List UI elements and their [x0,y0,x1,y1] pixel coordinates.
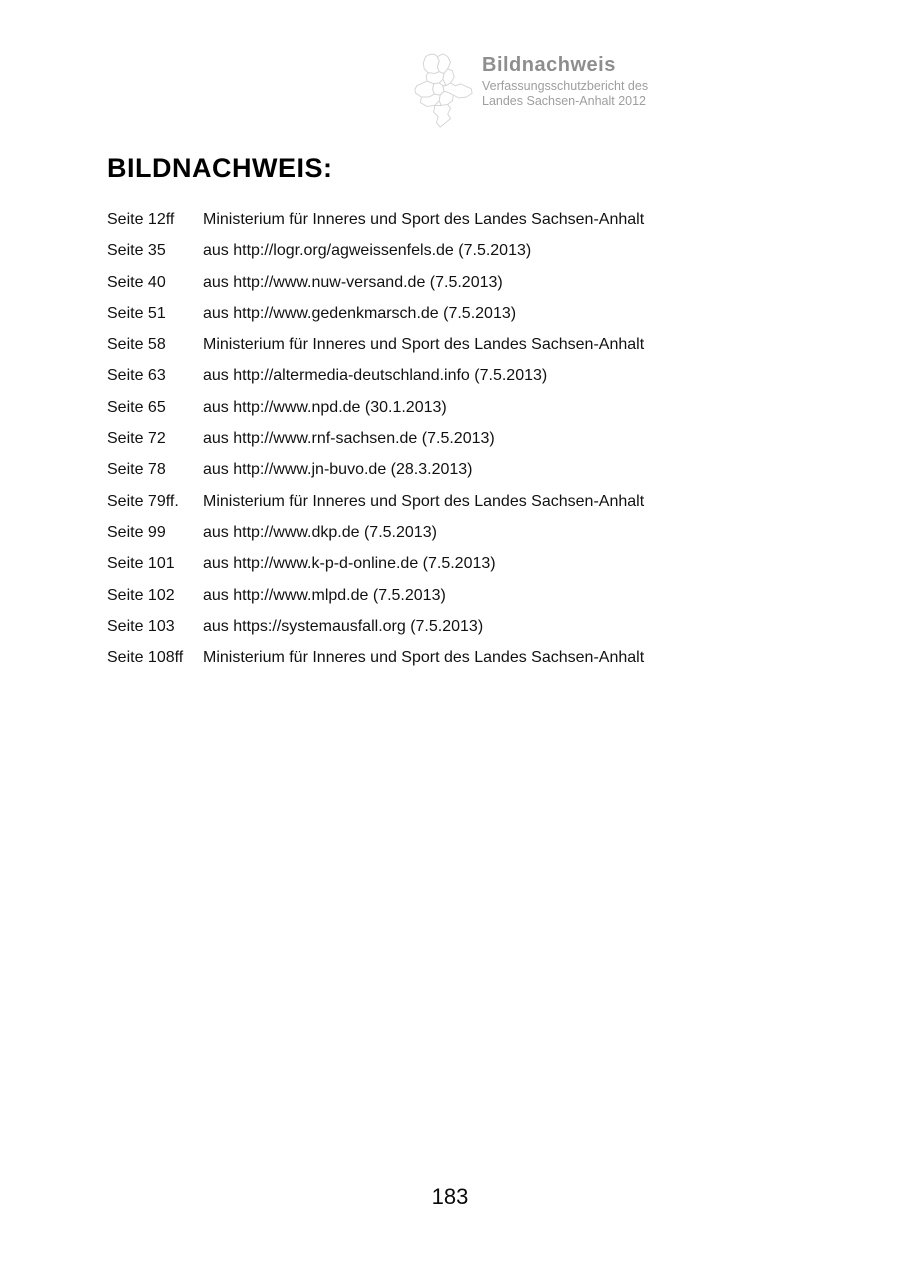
credit-page-ref: Seite 12ff [107,211,175,228]
credit-source: aus http://www.nuw-versand.de (7.5.2013) [203,273,503,291]
header-text-block [482,47,648,109]
credit-page-ref: Seite 99 [107,523,166,541]
credit-row [107,430,787,461]
credit-page-ref: Seite 72 [107,430,166,448]
credit-source: aus http://www.npd.de (30.1.2013) [203,398,447,416]
credit-row [107,399,787,430]
credit-page-ref: Seite 58 [107,336,166,354]
credit-source: Ministerium für Inneres und Sport des Landes Sachsen-Anhalt [203,211,645,228]
credit-page-ref: Seite 102 [107,586,175,604]
header-subtitle-line2: Landes Sachsen-Anhalt 2012 [482,94,647,108]
credit-source: Ministerium für Inneres und Sport des Landes Sachsen-Anhalt [203,649,645,667]
page-number: 183 [431,1184,469,1209]
credit-row [107,493,787,524]
credit-source: aus http://www.rnf-sachsen.de (7.5.2013) [203,430,495,448]
credit-page-ref: Seite 40 [107,273,166,291]
credit-page-ref: Seite 103 [107,617,175,635]
credit-page-ref: Seite 78 [107,461,166,479]
credit-source: Ministerium für Inneres und Sport des Landes Sachsen-Anhalt [203,492,645,510]
credit-source: aus https://systemausfall.org (7.5.2013) [203,617,484,635]
credit-source: aus http://www.mlpd.de (7.5.2013) [203,586,446,604]
header-subtitle [482,79,648,109]
credit-row [107,524,787,555]
credit-page-ref: Seite 35 [107,242,166,260]
credit-source: aus http://www.gedenkmarsch.de (7.5.2013) [203,304,517,322]
credit-row [107,336,787,367]
credit-row [107,367,787,398]
credit-source: aus http://www.jn-buvo.de (28.3.2013) [203,461,473,479]
credit-row [107,618,787,649]
sachsen-anhalt-map-icon [412,47,474,132]
credit-row [107,461,787,492]
credit-source: Ministerium für Inneres und Sport des Landes Sachsen-Anhalt [203,336,645,354]
credit-source: aus http://logr.org/agweissenfels.de (7.5.2013) [203,242,532,260]
credit-row [107,649,787,680]
credit-row [107,211,787,242]
credit-row [107,242,787,273]
credit-page-ref: Seite 101 [107,555,175,573]
credit-page-ref: Seite 65 [107,398,166,416]
credit-source: aus http://www.dkp.de (7.5.2013) [203,523,437,541]
credit-row [107,587,787,618]
header-subtitle-line1: Verfassungsschutzbericht des [482,79,649,93]
document-header [412,47,648,132]
credit-source: aus http://altermedia-deutschland.info (7.5.2013) [203,367,548,385]
credit-page-ref: Seite 51 [107,304,166,322]
credit-row [107,305,787,336]
credit-page-ref: Seite 79ff. [107,492,179,510]
credit-source: aus http://www.k-p-d-online.de (7.5.2013) [203,555,496,573]
header-title: Bildnachweis [482,54,616,76]
credit-page-ref: Seite 63 [107,367,166,385]
credit-row [107,555,787,586]
credit-row [107,274,787,305]
page-title: BILDNACHWEIS: [107,153,333,183]
credits-list [107,211,787,680]
credit-page-ref: Seite 108ff [107,649,184,667]
